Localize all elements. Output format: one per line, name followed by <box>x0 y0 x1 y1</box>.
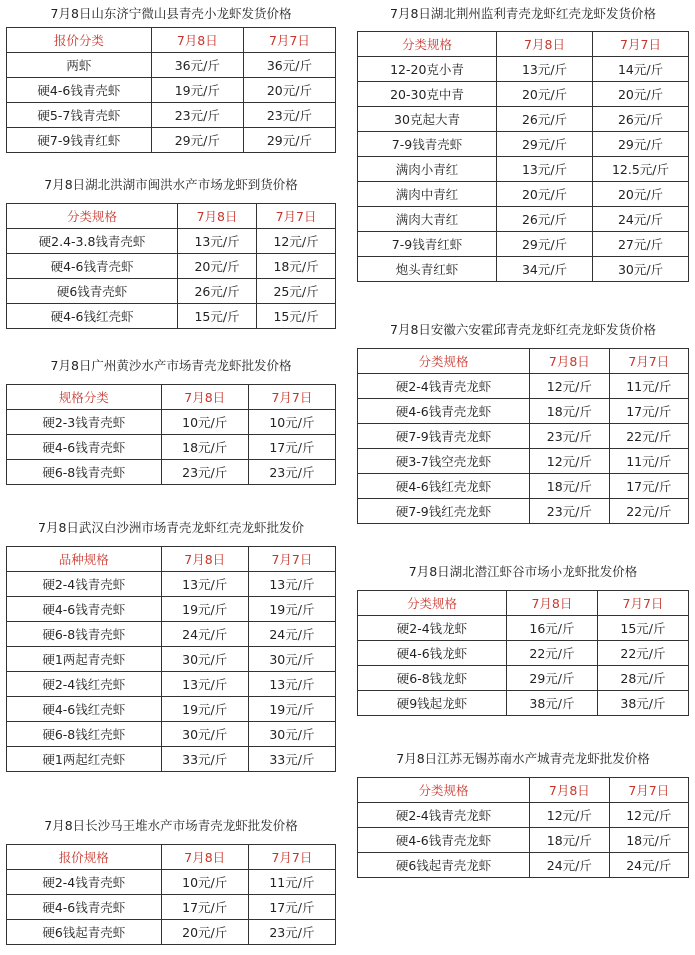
cell-price-today: 18元/斤 <box>530 399 609 424</box>
cell-price-today: 38元/斤 <box>506 691 597 716</box>
table-header-row <box>358 778 689 803</box>
price-table <box>357 31 689 282</box>
table-row <box>358 232 689 257</box>
cell-price-yesterday: 30元/斤 <box>248 647 335 672</box>
table-row <box>7 304 336 329</box>
cell-price-today: 29元/斤 <box>506 666 597 691</box>
table-header-row <box>7 547 336 572</box>
cell-price-yesterday: 26元/斤 <box>593 107 689 132</box>
header-today: 7月8日 <box>530 349 609 374</box>
cell-spec: 硬2-4钱龙虾 <box>358 616 507 641</box>
cell-spec: 满肉中青红 <box>358 182 497 207</box>
cell-price-today: 10元/斤 <box>161 410 248 435</box>
cell-price-yesterday: 19元/斤 <box>248 697 335 722</box>
header-category: 报价规格 <box>7 845 162 870</box>
header-category: 分类规格 <box>358 349 530 374</box>
cell-price-yesterday: 24元/斤 <box>248 622 335 647</box>
cell-price-yesterday: 20元/斤 <box>593 82 689 107</box>
table-title: 7月8日广州黄沙水产市场青壳龙虾批发价格 <box>50 358 292 373</box>
cell-spec: 硬6钱青壳虾 <box>7 279 178 304</box>
header-yesterday: 7月7日 <box>593 32 689 57</box>
cell-spec: 硬2-4钱青壳虾 <box>7 572 162 597</box>
cell-spec: 硬4-6钱青壳虾 <box>7 78 152 103</box>
header-today: 7月8日 <box>506 591 597 616</box>
cell-spec: 硬4-6钱青壳虾 <box>7 597 162 622</box>
header-today: 7月8日 <box>178 204 257 229</box>
cell-price-yesterday: 24元/斤 <box>609 853 688 878</box>
cell-price-yesterday: 36元/斤 <box>243 53 335 78</box>
table-block-anhui-huoqiu <box>357 321 689 524</box>
header-today: 7月8日 <box>151 28 243 53</box>
price-table <box>357 348 689 524</box>
cell-price-today: 10元/斤 <box>161 870 248 895</box>
table-row <box>358 399 689 424</box>
cell-spec: 硬4-6钱青壳虾 <box>7 895 162 920</box>
header-yesterday: 7月7日 <box>248 845 335 870</box>
table-row <box>358 666 689 691</box>
table-block-guangzhou-huangsha <box>6 357 336 485</box>
header-today: 7月8日 <box>161 845 248 870</box>
cell-spec: 硬6-8钱红壳虾 <box>7 722 162 747</box>
cell-spec: 硬5-7钱青壳虾 <box>7 103 152 128</box>
table-row <box>7 103 336 128</box>
cell-spec: 硬2-3钱青壳虾 <box>7 410 162 435</box>
table-row <box>7 895 336 920</box>
cell-price-yesterday: 19元/斤 <box>248 597 335 622</box>
cell-price-yesterday: 24元/斤 <box>593 207 689 232</box>
table-row <box>358 616 689 641</box>
cell-price-yesterday: 11元/斤 <box>248 870 335 895</box>
table-header-row <box>358 591 689 616</box>
cell-spec: 硬4-6钱青壳虾 <box>7 435 162 460</box>
cell-price-yesterday: 30元/斤 <box>248 722 335 747</box>
cell-spec: 7-9钱青红虾 <box>358 232 497 257</box>
table-row <box>7 870 336 895</box>
header-yesterday: 7月7日 <box>597 591 688 616</box>
cell-price-today: 24元/斤 <box>530 853 609 878</box>
table-title: 7月8日安徽六安霍邱青壳龙虾红壳龙虾发货价格 <box>390 322 656 337</box>
cell-price-today: 24元/斤 <box>161 622 248 647</box>
price-table <box>6 384 336 485</box>
table-block-changsha-mawangdui <box>6 817 336 945</box>
header-today: 7月8日 <box>161 385 248 410</box>
cell-price-today: 13元/斤 <box>497 57 593 82</box>
cell-spec: 30克起大青 <box>358 107 497 132</box>
cell-price-today: 13元/斤 <box>161 572 248 597</box>
table-row <box>7 920 336 945</box>
cell-price-today: 19元/斤 <box>161 697 248 722</box>
header-today: 7月8日 <box>530 778 609 803</box>
cell-spec: 硬2-4钱红壳虾 <box>7 672 162 697</box>
cell-price-today: 18元/斤 <box>161 435 248 460</box>
cell-price-yesterday: 13元/斤 <box>248 672 335 697</box>
table-row <box>358 641 689 666</box>
cell-spec: 20-30克中青 <box>358 82 497 107</box>
header-category: 分类规格 <box>358 591 507 616</box>
cell-spec: 满肉小青红 <box>358 157 497 182</box>
cell-price-today: 13元/斤 <box>497 157 593 182</box>
table-row <box>358 207 689 232</box>
cell-price-yesterday: 33元/斤 <box>248 747 335 772</box>
header-category: 报价分类 <box>7 28 152 53</box>
table-header-row <box>7 28 336 53</box>
table-header-row <box>7 385 336 410</box>
header-category: 分类规格 <box>7 204 178 229</box>
table-row <box>7 53 336 78</box>
cell-price-yesterday: 29元/斤 <box>593 132 689 157</box>
cell-spec: 两虾 <box>7 53 152 78</box>
table-row <box>358 257 689 282</box>
cell-price-yesterday: 25元/斤 <box>257 279 336 304</box>
cell-price-yesterday: 13元/斤 <box>248 572 335 597</box>
cell-spec: 硬7-9钱红壳龙虾 <box>358 499 530 524</box>
cell-spec: 硬6钱起青壳龙虾 <box>358 853 530 878</box>
cell-price-yesterday: 18元/斤 <box>257 254 336 279</box>
table-row <box>7 229 336 254</box>
header-yesterday: 7月7日 <box>248 547 335 572</box>
cell-spec: 硬2.4-3.8钱青壳虾 <box>7 229 178 254</box>
cell-price-yesterday: 23元/斤 <box>248 460 335 485</box>
cell-spec: 7-9钱青壳虾 <box>358 132 497 157</box>
cell-spec: 硬6钱起青壳虾 <box>7 920 162 945</box>
table-row <box>7 410 336 435</box>
header-today: 7月8日 <box>497 32 593 57</box>
cell-price-yesterday: 22元/斤 <box>597 641 688 666</box>
header-category: 品种规格 <box>7 547 162 572</box>
table-title: 7月8日武汉白沙洲市场青壳龙虾红壳龙虾批发价 <box>38 520 304 535</box>
price-table <box>6 203 336 329</box>
cell-price-today: 12元/斤 <box>530 803 609 828</box>
cell-price-yesterday: 17元/斤 <box>609 399 688 424</box>
header-yesterday: 7月7日 <box>609 778 688 803</box>
table-block-hubei-jianli <box>357 5 689 282</box>
table-title: 7月8日湖北洪湖市闽洪水产市场龙虾到货价格 <box>44 177 298 192</box>
table-title: 7月8日山东济宁微山县青壳小龙虾发货价格 <box>50 6 292 21</box>
cell-price-yesterday: 12元/斤 <box>609 803 688 828</box>
header-yesterday: 7月7日 <box>609 349 688 374</box>
table-row <box>358 853 689 878</box>
table-header-row <box>358 32 689 57</box>
cell-price-yesterday: 12元/斤 <box>257 229 336 254</box>
cell-price-yesterday: 15元/斤 <box>257 304 336 329</box>
table-row <box>358 374 689 399</box>
table-title: 7月8日江苏无锡苏南水产城青壳龙虾批发价格 <box>396 751 650 766</box>
cell-price-today: 13元/斤 <box>161 672 248 697</box>
cell-spec: 硬6-8钱青壳虾 <box>7 460 162 485</box>
table-row <box>7 460 336 485</box>
cell-price-today: 26元/斤 <box>497 107 593 132</box>
cell-price-today: 12元/斤 <box>530 449 609 474</box>
table-row <box>358 424 689 449</box>
cell-price-today: 20元/斤 <box>497 82 593 107</box>
price-table <box>6 27 336 153</box>
table-header-row <box>7 204 336 229</box>
cell-price-today: 23元/斤 <box>530 424 609 449</box>
table-block-wuhan-baishazhou <box>6 519 336 772</box>
table-row <box>7 78 336 103</box>
cell-spec: 硬7-9钱青壳龙虾 <box>358 424 530 449</box>
cell-price-today: 30元/斤 <box>161 647 248 672</box>
cell-spec: 硬9钱起龙虾 <box>358 691 507 716</box>
cell-price-today: 22元/斤 <box>506 641 597 666</box>
cell-price-yesterday: 23元/斤 <box>243 103 335 128</box>
table-row <box>358 157 689 182</box>
header-yesterday: 7月7日 <box>257 204 336 229</box>
table-row <box>7 435 336 460</box>
table-row <box>7 722 336 747</box>
price-table <box>357 777 689 878</box>
table-row <box>358 449 689 474</box>
table-row <box>358 82 689 107</box>
table-row <box>358 499 689 524</box>
table-block-hubei-honghu <box>6 176 336 329</box>
cell-price-yesterday: 11元/斤 <box>609 374 688 399</box>
price-table <box>357 590 689 716</box>
cell-price-today: 20元/斤 <box>161 920 248 945</box>
cell-spec: 硬4-6钱红壳龙虾 <box>358 474 530 499</box>
table-row <box>7 747 336 772</box>
cell-price-yesterday: 29元/斤 <box>243 128 335 153</box>
cell-price-yesterday: 22元/斤 <box>609 499 688 524</box>
header-category: 规格分类 <box>7 385 162 410</box>
cell-price-today: 17元/斤 <box>161 895 248 920</box>
cell-spec: 硬2-4钱青壳虾 <box>7 870 162 895</box>
price-table <box>6 844 336 945</box>
cell-price-yesterday: 23元/斤 <box>248 920 335 945</box>
cell-price-yesterday: 17元/斤 <box>248 895 335 920</box>
cell-price-yesterday: 14元/斤 <box>593 57 689 82</box>
header-yesterday: 7月7日 <box>243 28 335 53</box>
table-row <box>7 672 336 697</box>
cell-price-today: 23元/斤 <box>530 499 609 524</box>
cell-spec: 硬4-6钱红壳虾 <box>7 697 162 722</box>
table-row <box>358 57 689 82</box>
cell-price-yesterday: 17元/斤 <box>609 474 688 499</box>
cell-price-today: 23元/斤 <box>151 103 243 128</box>
cell-spec: 硬7-9钱青红虾 <box>7 128 152 153</box>
table-row <box>7 622 336 647</box>
cell-spec: 硬1两起青壳虾 <box>7 647 162 672</box>
table-row <box>358 691 689 716</box>
table-row <box>7 697 336 722</box>
table-row <box>7 572 336 597</box>
header-today: 7月8日 <box>161 547 248 572</box>
cell-price-yesterday: 22元/斤 <box>609 424 688 449</box>
cell-spec: 硬4-6钱青壳虾 <box>7 254 178 279</box>
cell-price-today: 29元/斤 <box>497 132 593 157</box>
cell-price-today: 19元/斤 <box>151 78 243 103</box>
cell-spec: 硬3-7钱空壳龙虾 <box>358 449 530 474</box>
cell-price-yesterday: 11元/斤 <box>609 449 688 474</box>
table-block-shandong-weishan <box>6 5 336 153</box>
cell-price-today: 18元/斤 <box>530 828 609 853</box>
table-title: 7月8日湖北荆州监利青壳龙虾红壳龙虾发货价格 <box>390 6 656 21</box>
cell-price-yesterday: 20元/斤 <box>593 182 689 207</box>
cell-spec: 硬6-8钱青壳虾 <box>7 622 162 647</box>
cell-spec: 硬1两起红壳虾 <box>7 747 162 772</box>
cell-spec: 硬2-4钱青壳龙虾 <box>358 803 530 828</box>
cell-spec: 硬4-6钱龙虾 <box>358 641 507 666</box>
table-block-hubei-qianjiang <box>357 563 689 716</box>
table-row <box>7 647 336 672</box>
cell-price-today: 26元/斤 <box>178 279 257 304</box>
table-header-row <box>358 349 689 374</box>
cell-price-today: 12元/斤 <box>530 374 609 399</box>
table-header-row <box>7 845 336 870</box>
cell-price-today: 29元/斤 <box>151 128 243 153</box>
cell-price-today: 23元/斤 <box>161 460 248 485</box>
table-row <box>7 254 336 279</box>
table-row <box>358 182 689 207</box>
table-row <box>7 597 336 622</box>
cell-price-today: 20元/斤 <box>497 182 593 207</box>
header-yesterday: 7月7日 <box>248 385 335 410</box>
table-title: 7月8日长沙马王堆水产市场青壳龙虾批发价格 <box>44 818 298 833</box>
cell-price-today: 29元/斤 <box>497 232 593 257</box>
cell-price-today: 19元/斤 <box>161 597 248 622</box>
cell-price-today: 30元/斤 <box>161 722 248 747</box>
cell-price-today: 13元/斤 <box>178 229 257 254</box>
cell-price-today: 20元/斤 <box>178 254 257 279</box>
header-category: 分类规格 <box>358 32 497 57</box>
table-row <box>358 803 689 828</box>
cell-price-today: 26元/斤 <box>497 207 593 232</box>
cell-price-today: 15元/斤 <box>178 304 257 329</box>
table-row <box>358 132 689 157</box>
table-block-jiangsu-wuxi <box>357 750 689 878</box>
cell-price-today: 36元/斤 <box>151 53 243 78</box>
cell-price-yesterday: 17元/斤 <box>248 435 335 460</box>
table-row <box>358 474 689 499</box>
table-row <box>7 279 336 304</box>
cell-spec: 硬4-6钱青壳龙虾 <box>358 828 530 853</box>
cell-spec: 满肉大青红 <box>358 207 497 232</box>
cell-price-yesterday: 30元/斤 <box>593 257 689 282</box>
table-row <box>358 828 689 853</box>
cell-price-today: 18元/斤 <box>530 474 609 499</box>
cell-price-today: 34元/斤 <box>497 257 593 282</box>
cell-spec: 硬4-6钱红壳虾 <box>7 304 178 329</box>
table-row <box>7 128 336 153</box>
cell-spec: 硬2-4钱青壳龙虾 <box>358 374 530 399</box>
cell-price-yesterday: 12.5元/斤 <box>593 157 689 182</box>
cell-price-today: 33元/斤 <box>161 747 248 772</box>
cell-price-today: 16元/斤 <box>506 616 597 641</box>
cell-price-yesterday: 15元/斤 <box>597 616 688 641</box>
cell-price-yesterday: 27元/斤 <box>593 232 689 257</box>
cell-spec: 硬4-6钱青壳龙虾 <box>358 399 530 424</box>
cell-price-yesterday: 28元/斤 <box>597 666 688 691</box>
cell-spec: 硬6-8钱龙虾 <box>358 666 507 691</box>
cell-price-yesterday: 18元/斤 <box>609 828 688 853</box>
table-row <box>358 107 689 132</box>
cell-price-yesterday: 38元/斤 <box>597 691 688 716</box>
cell-spec: 12-20克小青 <box>358 57 497 82</box>
cell-price-yesterday: 20元/斤 <box>243 78 335 103</box>
price-table <box>6 546 336 772</box>
cell-price-yesterday: 10元/斤 <box>248 410 335 435</box>
table-title: 7月8日湖北潜江虾谷市场小龙虾批发价格 <box>408 564 638 579</box>
cell-spec: 炮头青红虾 <box>358 257 497 282</box>
header-category: 分类规格 <box>358 778 530 803</box>
